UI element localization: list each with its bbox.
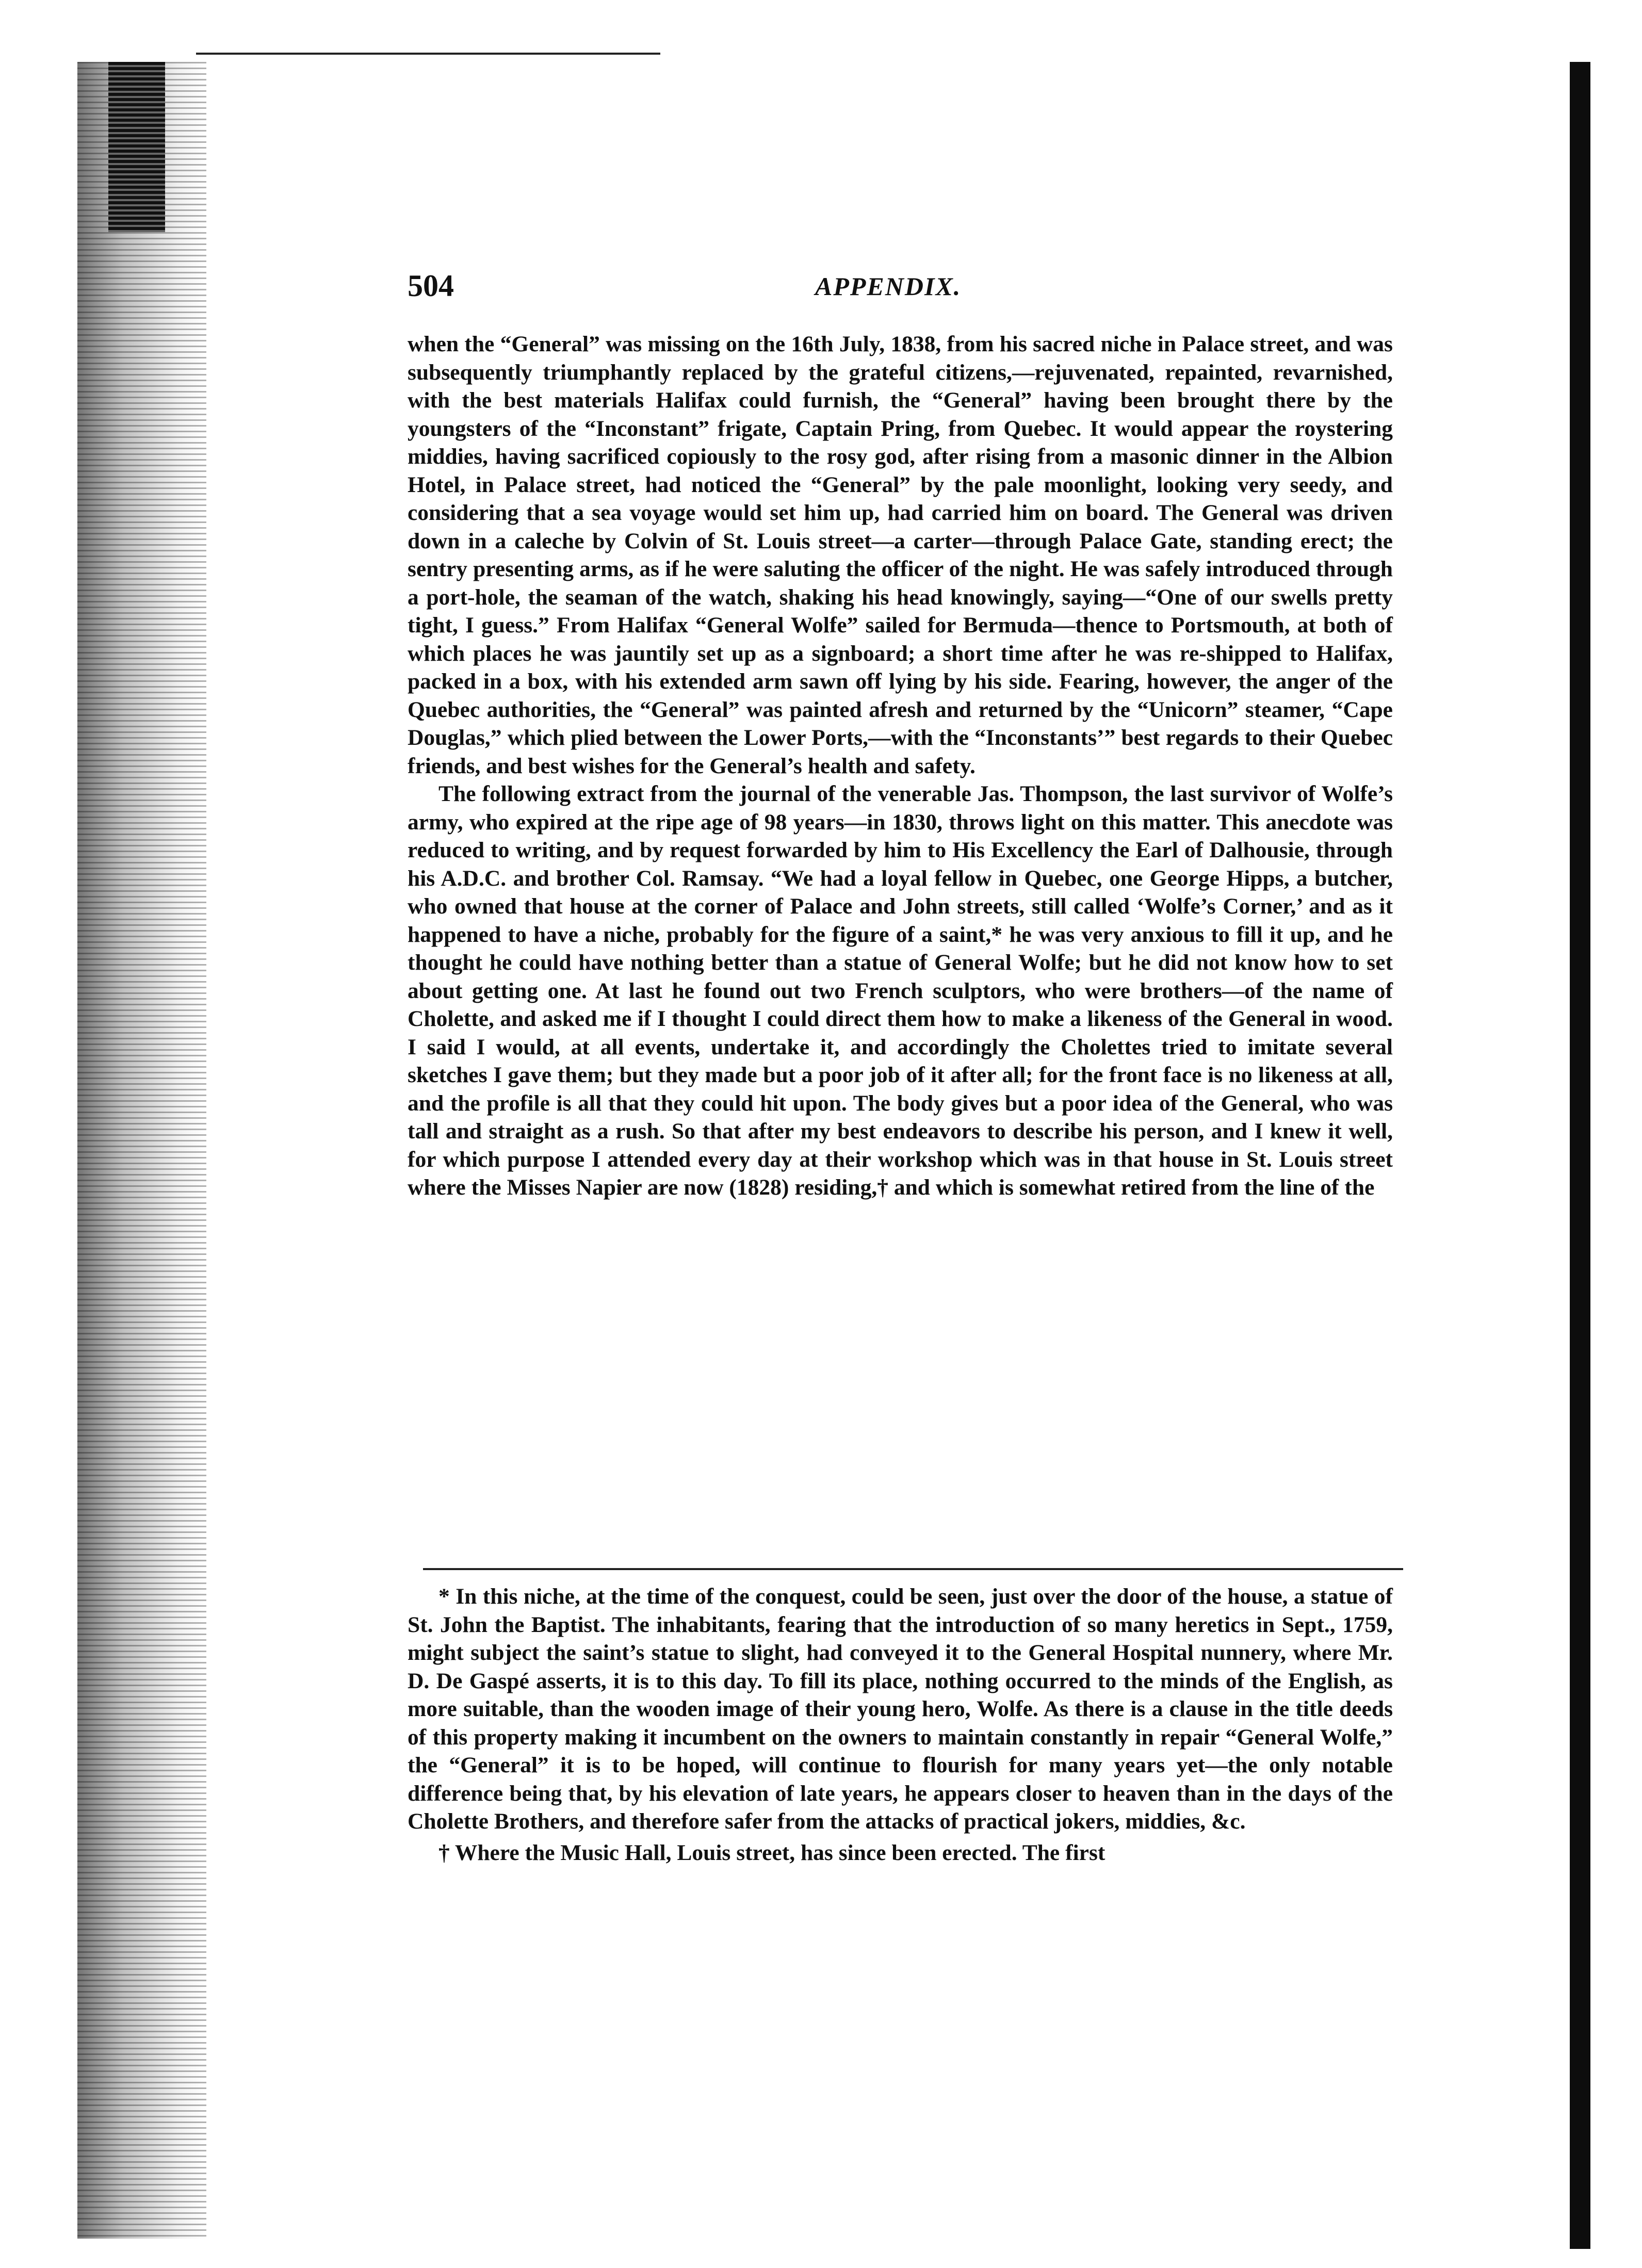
main-text — [408, 330, 1393, 1202]
scanned-binding-shadow — [108, 62, 165, 232]
top-rule — [196, 53, 660, 55]
footnote-divider — [423, 1568, 1403, 1570]
page-number: 504 — [408, 269, 454, 303]
body-paragraph: when the “General” was missing on the 16th July, 1838, from his sacred niche in Palace street, and was subsequently triumphantly replaced by the grateful citizens,—rejuvenated, repainted, revarnished, with the best materials Halifax could furnish, the “General” having been brought there by the youngsters of the “Inconstant” frigate, Captain Pring, from Quebec. It would appear the roystering middies, having sacrificed copiously to the rosy god, after rising from a masonic dinner in the Albion Hotel, in Palace street, had noticed the “General” by the pale moonlight, looking very seedy, and considering that a sea voyage would set him up, had carried him on board. The General was driven down in a caleche by Colvin of St. Louis street—a carter—through Palace Gate, standing erect; the sentry presenting arms, as if he were saluting the officer of the night. He was safely introduced through a port-hole, the seaman of the watch, shaking his head knowingly, saying—“One of our swells pretty tight, I guess.” From Halifax “General Wolfe” sailed for Bermuda—thence to Portsmouth, at both of which places he was jauntily set up as a signboard; a short time after he was re-shipped to Halifax, packed in a box, with his extended arm sawn off lying by his side. Fearing, however, the anger of the Quebec authorities, the “General” was painted afresh and returned by the “Unicorn” steamer, “Cape Douglas,” which plied between the Lower Ports,—with the “Inconstants’” best regards to their Quebec friends, and best wishes for the General’s health and safety. — [408, 332, 1393, 778]
page-header — [408, 268, 1527, 315]
running-head: APPENDIX. — [815, 272, 962, 301]
footnotes — [408, 1582, 1393, 1867]
scanned-binding-edge — [77, 62, 206, 2239]
footnote: † Where the Music Hall, Louis street, has since been erected. The first — [438, 1840, 1105, 1865]
body-paragraph: The following extract from the journal of the venerable Jas. Thompson, the last survivor of Wolfe’s army, who expired at the ripe age of 98 years—in 1830, throws light on this matter. This anecdote was reduced to writing, and by request forwarded by him to His Excellency the Earl of Dalhousie, through his A.D.C. and brother Col. Ramsay. “We had a loyal fellow in Quebec, one George Hipps, a butcher, who owned that house at the corner of Palace and John streets, still called ‘Wolfe’s Corner,’ and as it happened to have a niche, probably for the figure of a saint,* he was very anxious to fill it up, and he thought he could have nothing better than a statue of General Wolfe; but he did not know how to set about getting one. At last he found out two French sculptors, who were brothers—of the name of Cholette, and asked me if I thought I could direct them how to make a likeness of the General in wood. I said I would, at all events, undertake it, and accordingly the Cholettes tried to imitate several sketches I gave them; but they made but a poor job of it after all; for the front face is no likeness at all, and the profile is all that they could hit upon. The body gives but a poor idea of the General, who was tall and straight as a rush. So that after my best endeavors to describe his person, and I knew it well, for which purpose I attended every day at their workshop which was in that house in St. Louis street where the Misses Napier are now (1828) residing,† and which is somewhat retired from the line of the — [408, 781, 1393, 1200]
footnote: * In this niche, at the time of the conquest, could be seen, just over the door of the house, a statue of St. John the Baptist. The inhabitants, fearing that the introduction of so many heretics in Sept., 1759, might subject the saint’s statue to slight, had conveyed it to the General Hospital nunnery, where Mr. D. De Gaspé asserts, it is to this day. To fill its place, nothing occurred to the minds of the English, as more suitable, than the wooden image of their young hero, Wolfe. As there is a clause in the title deeds of this property making it incumbent on the owners to maintain constantly in repair “General Wolfe,” the “General” it is to be hoped, will continue to flourish for many years yet—the only notable difference being that, by his elevation of late years, he appears closer to heaven than in the days of the Cholette Brothers, and therefore safer from the attacks of practical jokers, middies, &c. — [408, 1584, 1393, 1834]
scanned-page-edge — [1570, 62, 1590, 2249]
